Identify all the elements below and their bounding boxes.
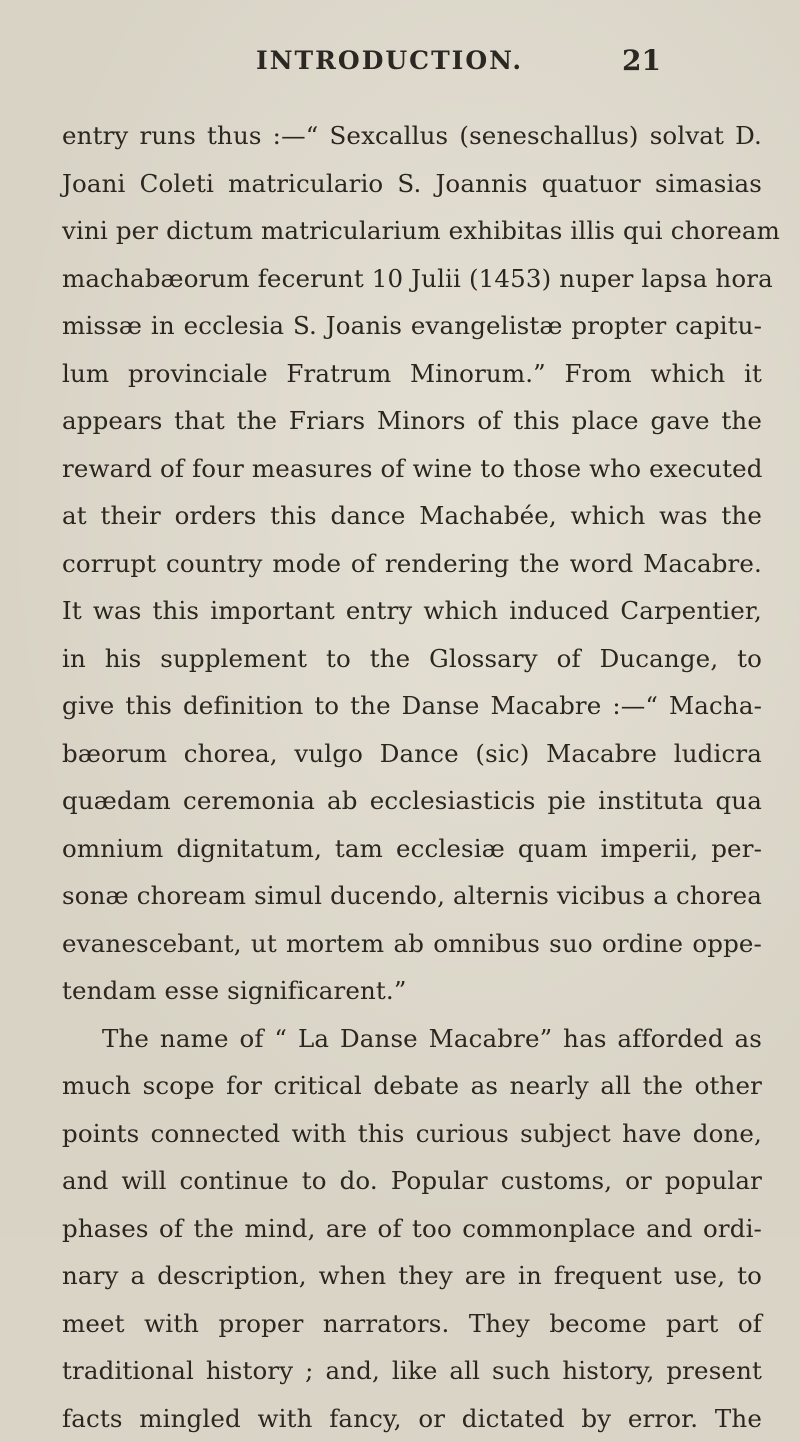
text-line: It was this important entry which induced Carpentier, <box>62 587 762 635</box>
text-line: appears that the Friars Minors of this place gave the <box>62 397 762 445</box>
text-line: omnium dignitatum, tam ecclesiæ quam imperii, per- <box>62 825 762 873</box>
running-title: INTRODUCTION. <box>256 46 523 75</box>
text-line: phases of the mind, are of too commonplace and ordi- <box>62 1205 762 1253</box>
running-header <box>0 46 800 80</box>
text-line: machabæorum fecerunt 10 Julii (1453) nuper lapsa hora <box>62 255 762 303</box>
text-line: vini per dictum matricularium exhibitas illis qui choream <box>62 207 762 255</box>
text-line: in his supplement to the Glossary of Ducange, to <box>62 635 762 683</box>
text-line: entry runs thus :—“ Sexcallus (seneschallus) solvat D. <box>62 112 762 160</box>
text-line: Joani Coleti matriculario S. Joannis quatuor simasias <box>62 160 762 208</box>
text-line: meet with proper narrators. They become part of <box>62 1300 762 1348</box>
text-line: missæ in ecclesia S. Joanis evangelistæ propter capitu- <box>62 302 762 350</box>
text-line: sonæ choream simul ducendo, alternis vicibus a chorea <box>62 872 762 920</box>
text-line: give this definition to the Danse Macabre :—“ Macha- <box>62 682 762 730</box>
text-line: evanescebant, ut mortem ab omnibus suo ordine oppe- <box>62 920 762 968</box>
text-line: reward of four measures of wine to those who executed <box>62 445 762 493</box>
text-line: corrupt country mode of rendering the word Macabre. <box>62 540 762 588</box>
text-line: points connected with this curious subject have done, <box>62 1110 762 1158</box>
text-line: traditional history ; and, like all such history, present <box>62 1347 762 1395</box>
text-line: lum provinciale Fratrum Minorum.” From which it <box>62 350 762 398</box>
page-number: 21 <box>622 44 661 77</box>
text-line: bæorum chorea, vulgo Dance (sic) Macabre ludicra <box>62 730 762 778</box>
body-text <box>62 112 762 1442</box>
text-line: quædam ceremonia ab ecclesiasticis pie instituta qua <box>62 777 762 825</box>
text-line-paragraph-start: The name of “ La Danse Macabre” has afforded as <box>62 1015 762 1063</box>
text-line: and will continue to do. Popular customs, or popular <box>62 1157 762 1205</box>
text-line-paragraph-end: tendam esse significarent.” <box>62 967 762 1015</box>
text-line: at their orders this dance Machabée, which was the <box>62 492 762 540</box>
text-line: nary a description, when they are in frequent use, to <box>62 1252 762 1300</box>
text-line: much scope for critical debate as nearly all the other <box>62 1062 762 1110</box>
text-line: facts mingled with fancy, or dictated by error. The <box>62 1395 762 1442</box>
